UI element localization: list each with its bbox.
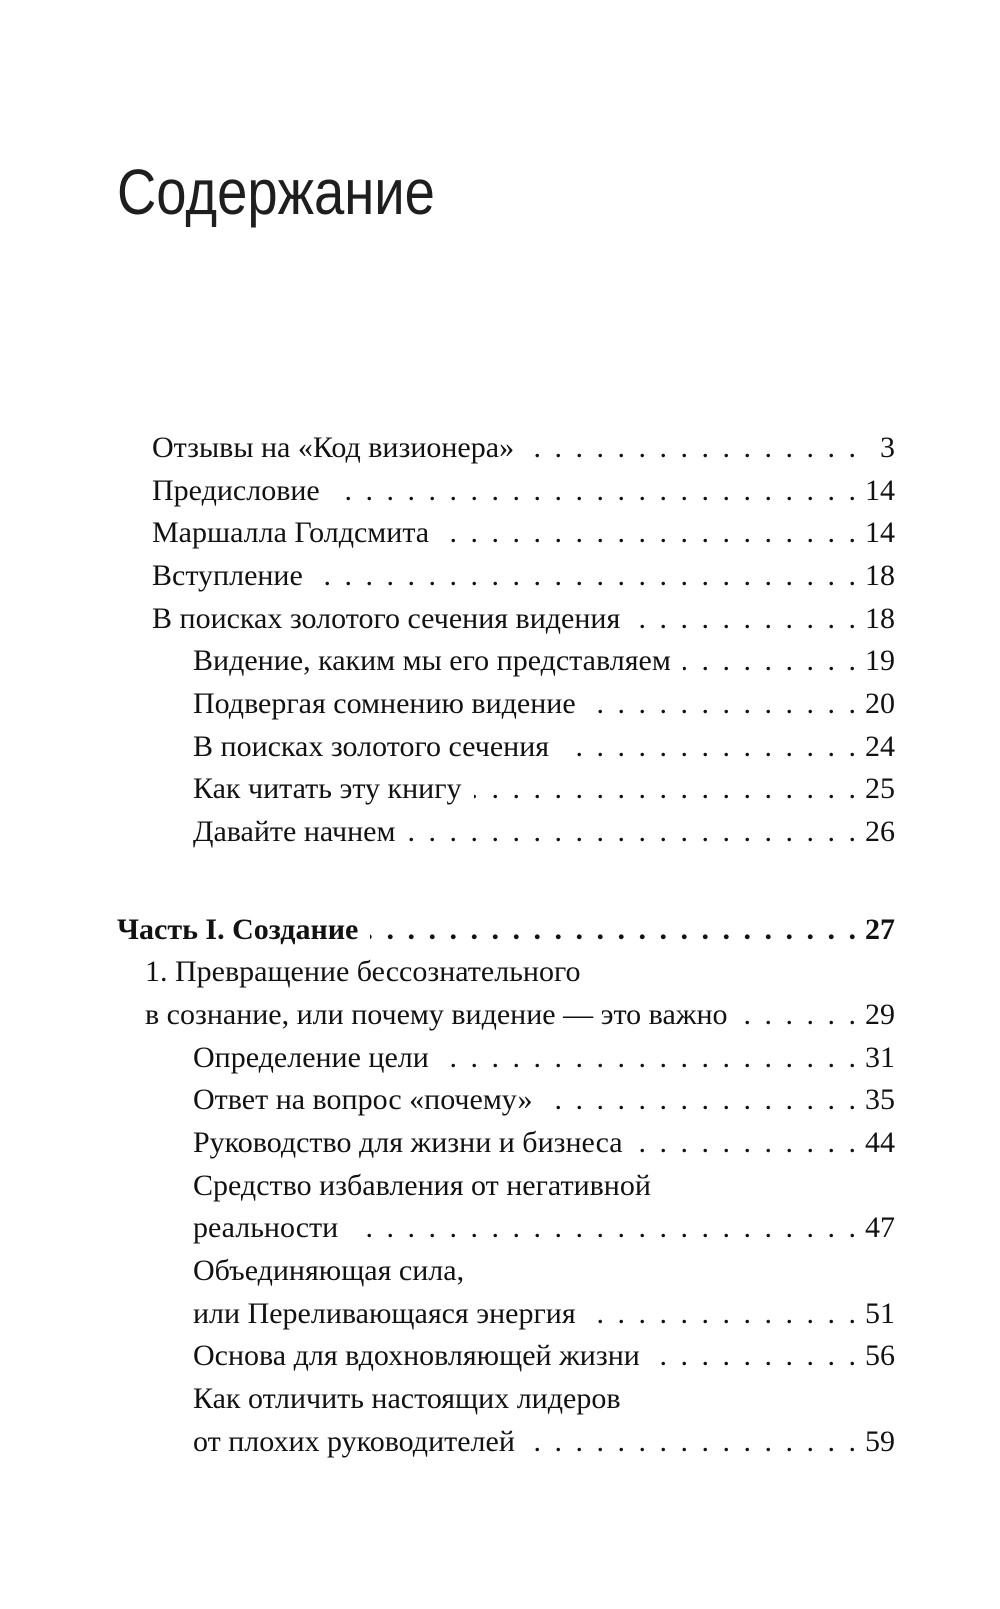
toc-entry: [117, 1421, 895, 1464]
toc-entry-label: или Переливающаяся энергия: [117, 1297, 588, 1330]
toc-entry-label: Отзывы на «Код визионера»: [117, 431, 526, 464]
toc-entry-page: 59: [865, 1424, 895, 1458]
toc-entry-label: от плохих руководителей: [117, 1425, 527, 1458]
toc-entry-page: 25: [865, 772, 895, 806]
toc-entry-label: Основа для вдохновляющей жизни: [117, 1339, 652, 1372]
toc-entry-page: 56: [865, 1339, 895, 1373]
toc-entry-label: Давайте начнем: [117, 815, 407, 848]
toc-entry-page: 26: [865, 815, 895, 849]
toc-entry: [117, 1165, 895, 1208]
toc-entry-page: 31: [865, 1040, 895, 1074]
toc-entry-page: 44: [865, 1126, 895, 1160]
toc-entry: [117, 1335, 895, 1378]
toc-entry-page: 47: [865, 1211, 895, 1245]
toc-entry-page: 18: [865, 601, 895, 635]
toc-entry-label: Объединяющая сила,: [117, 1254, 476, 1287]
toc-entry-page: 14: [865, 473, 895, 507]
toc-entry: [117, 470, 895, 513]
toc-entry: [117, 1250, 895, 1293]
toc-entry-label: Маршалла Голдсмита: [117, 516, 441, 549]
page-title: Содержание: [117, 156, 435, 228]
toc-entry-label: Предисловие: [117, 474, 332, 507]
toc-entry: [117, 994, 895, 1037]
toc-entry-page: 51: [865, 1296, 895, 1330]
toc-entry-page: [855, 1165, 895, 1208]
toc-entry-page: [855, 1250, 895, 1293]
toc-entry-page: 27: [865, 912, 895, 946]
toc-entry: [117, 768, 895, 811]
toc-entry: [117, 1378, 895, 1421]
toc-entry-label: в сознание, или почему видение — это важно: [117, 998, 740, 1031]
toc-entry-label: Определение цели: [117, 1041, 441, 1074]
toc-entry-label: Ответ на вопрос «почему»: [117, 1083, 545, 1116]
toc-entry: [117, 598, 895, 641]
toc-entry: [117, 640, 895, 683]
toc-part-heading: [117, 909, 895, 952]
toc-entry-page: 20: [865, 687, 895, 721]
toc-entry: [117, 555, 895, 598]
toc-entry: [117, 726, 895, 769]
toc-entry-page: 24: [865, 729, 895, 763]
toc-entry-label: Вступление: [117, 559, 315, 592]
toc-entry: [117, 683, 895, 726]
toc-entry: [117, 1293, 895, 1336]
toc-entry-label: Видение, каким мы его представляем: [117, 644, 683, 677]
toc-entry-label: 1. Превращение бессознательного: [117, 955, 593, 988]
table-of-contents: [117, 427, 895, 1463]
toc-entry-page: [855, 951, 895, 994]
toc-entry-page: 3: [880, 431, 895, 464]
toc-entry: [117, 1079, 895, 1122]
toc-entry-label: В поисках золотого сечения видения: [117, 602, 632, 635]
toc-entry-page: [855, 1378, 895, 1421]
toc-entry-label: В поисках золотого сечения: [117, 730, 561, 763]
toc-entry-label: Как читать эту книгу: [117, 772, 474, 805]
toc-entry-label: Часть I. Создание: [117, 913, 370, 946]
toc-entry-page: 18: [865, 559, 895, 593]
toc-entry-label: реальности: [117, 1211, 350, 1244]
toc-entry-label: Руководство для жизни и бизнеса: [117, 1126, 635, 1159]
toc-entry: [117, 811, 895, 854]
toc-entry: [117, 1037, 895, 1080]
toc-entry: [117, 512, 895, 555]
toc-entry-page: 19: [865, 644, 895, 678]
toc-entry: [117, 1122, 895, 1165]
toc-entry-label: Средство избавления от негативной: [117, 1169, 663, 1202]
toc-entry-label: Как отличить настоящих лидеров: [117, 1382, 633, 1415]
toc-entry: [117, 951, 895, 994]
toc-entry-label: Подвергая сомнению видение: [117, 687, 588, 720]
toc-entry-page: 29: [865, 998, 895, 1032]
toc-entry: [117, 427, 895, 470]
toc-entry-page: 35: [865, 1083, 895, 1117]
toc-entry-page: 14: [865, 516, 895, 550]
toc-entry: [117, 1207, 895, 1250]
